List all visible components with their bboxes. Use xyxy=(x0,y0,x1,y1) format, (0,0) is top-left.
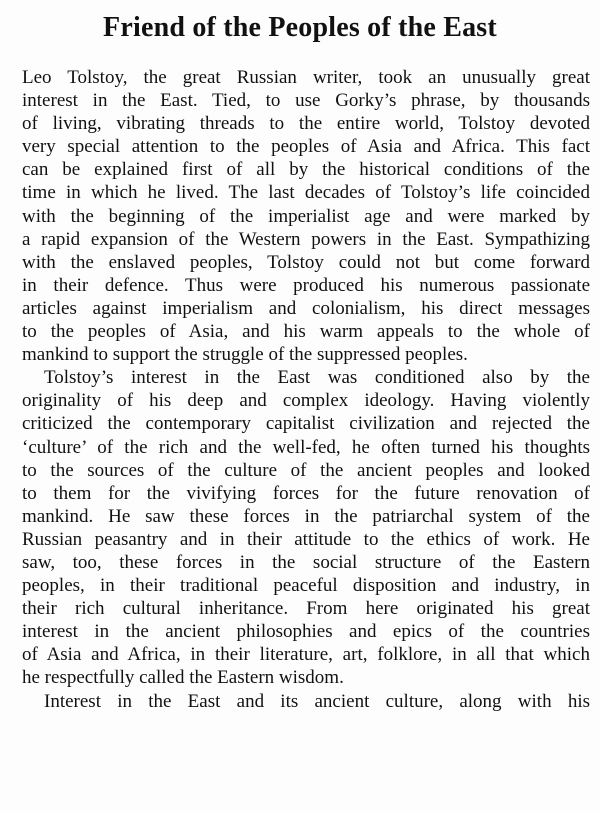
text-line: of Asia and Africa, in their literature, art, folklore, in all that which xyxy=(22,644,590,666)
text-line: of living, vibrating threads to the entire world, Tolstoy devoted xyxy=(22,113,590,135)
text-line: criticized the contemporary capitalist civilization and rejected the xyxy=(22,413,590,435)
text-line: in their defence. Thus were produced his numerous passionate xyxy=(22,274,590,296)
text-line: mankind. He saw these forces in the patriarchal system of the xyxy=(22,505,590,527)
text-line: he respectfully called the Eastern wisdom. xyxy=(22,667,344,689)
text-line: their rich cultural inheritance. From here originated his great xyxy=(22,598,590,620)
text-line: saw, too, these forces in the social structure of the Eastern xyxy=(22,551,590,573)
text-line: a rapid expansion of the Western powers in the East. Sympathizing xyxy=(22,228,590,250)
text-line: ‘culture’ of the rich and the well-fed, he often turned his thoughts xyxy=(22,436,590,458)
paragraph xyxy=(22,366,590,689)
document-body xyxy=(22,66,590,713)
text-line: with the beginning of the imperialist age and were marked by xyxy=(22,205,590,227)
paragraph xyxy=(22,690,590,713)
text-line: to the sources of the culture of the ancient peoples and looked xyxy=(22,459,590,481)
text-line: Interest in the East and its ancient culture, along with his xyxy=(44,690,590,712)
text-line: interest in the ancient philosophies and epics of the countries xyxy=(22,621,590,643)
document-title: Friend of the Peoples of the East xyxy=(103,12,497,43)
text-line: to them for the vivifying forces for the future renovation of xyxy=(22,482,590,504)
text-line: can be explained first of all by the historical conditions of the xyxy=(22,159,590,181)
text-line: originality of his deep and complex ideology. Having violently xyxy=(22,390,590,412)
text-line: with the enslaved peoples, Tolstoy could not but come forward xyxy=(22,251,590,273)
text-line: time in which he lived. The last decades of Tolstoy’s life coincided xyxy=(22,182,590,204)
text-line: Leo Tolstoy, the great Russian writer, took an unusually great xyxy=(22,67,590,88)
text-line: mankind to support the struggle of the suppressed peoples. xyxy=(22,344,468,366)
paragraph xyxy=(22,66,590,366)
text-line: very special attention to the peoples of Asia and Africa. This fact xyxy=(22,136,590,158)
text-line: articles against imperialism and colonialism, his direct messages xyxy=(22,297,590,319)
text-line: peoples, in their traditional peaceful disposition and industry, in xyxy=(22,575,590,597)
text-line: interest in the East. Tied, to use Gorky’s phrase, by thousands xyxy=(22,90,590,112)
text-line: Tolstoy’s interest in the East was conditioned also by the xyxy=(44,367,590,389)
text-line: to the peoples of Asia, and his warm appeals to the whole of xyxy=(22,321,590,343)
text-line: Russian peasantry and in their attitude to the ethics of work. He xyxy=(22,528,590,550)
